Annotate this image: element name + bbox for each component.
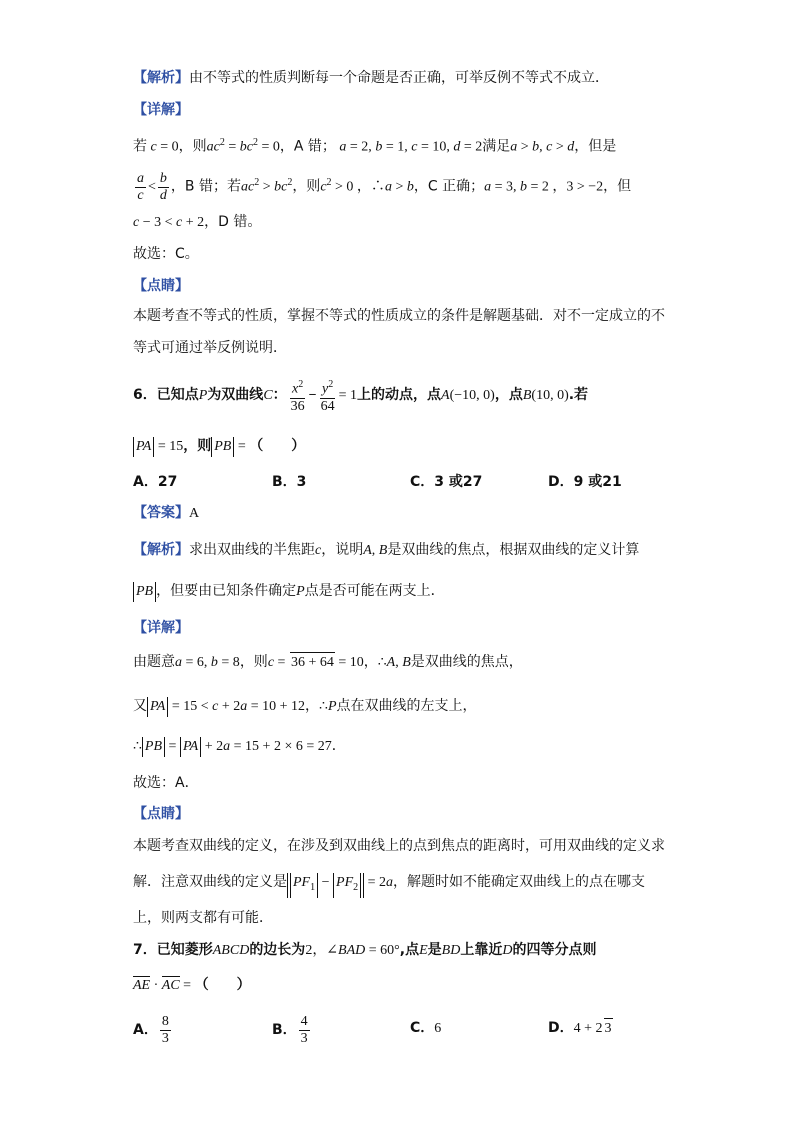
q6-answer-line: [133, 773, 199, 794]
q7-option-b[interactable]: B． $\frac{4}{3}$: [272, 1014, 308, 1047]
text: ，但是: [574, 138, 617, 155]
q5-detail-line2: $\frac{a}{c}$ < $\frac{b}{d}$ ，B 错；若$ac^2 > bc^2$，则$c^2 > 0$ ，∴a > b，C 正确；a = 3, b = 2 ，3 > −2，但: [137, 170, 632, 203]
text: 上的动点，点: [357, 387, 442, 403]
q7-stem-line2: AE · AC = （ ）: [133, 975, 251, 996]
q6-comment-line3: [133, 908, 273, 929]
q6-option-d[interactable]: D．9 或21: [548, 474, 622, 490]
text: .若: [568, 387, 589, 403]
text: 满足: [482, 138, 511, 155]
comment-tag: 【点睛】: [133, 278, 189, 294]
text: ，C 正确；: [413, 178, 485, 195]
q6-comment-line2: 解．注意双曲线的定义是 $PF_1 - PF_2 = 2a$，解题时如不能确定双曲线上的点在哪支: [133, 872, 645, 898]
analysis-tag: 【解析】: [133, 70, 189, 86]
q6-answer: [133, 503, 199, 524]
text: 点在双曲线的左支上，: [336, 698, 477, 714]
q5-detail-tag: [133, 100, 189, 121]
analysis-text: 由不等式的性质判断每一个命题是否正确，可举反例不等式不成立．: [189, 70, 609, 86]
q7-option-a[interactable]: A． $\frac{8}{3}$: [133, 1014, 169, 1047]
q6-comment-line1: [133, 836, 665, 857]
detail-tag: 【详解】: [133, 620, 189, 636]
text: ，D 错。: [204, 214, 262, 230]
text: （ ）: [194, 977, 251, 993]
text: ，但要由已知条件确定: [156, 583, 297, 599]
option-label: C．: [410, 1020, 435, 1036]
q6-analysis-line2: PB ，但要由已知条件确定P点是否可能在两支上．: [133, 581, 445, 602]
q5-comment-tag: [133, 276, 189, 297]
q5-comment-line2: [133, 338, 287, 359]
text: 7．已知菱形: [133, 942, 213, 958]
text: 故选：A．: [133, 775, 199, 791]
q6-stem-line1: 6．已知点P为双曲线C： $\frac{x^2}{36}$ − $\frac{y^2}{64}$ = 1上的动点，点A(−10, 0)，点B(10, 0).若: [133, 378, 589, 414]
answer-tag: 【答案】: [133, 505, 189, 521]
q5-answer: [133, 244, 199, 265]
text: 等式可通过举反例说明．: [133, 340, 287, 356]
q6-detail-line2: 又 PA = 15 < c + 2a = 10 + 12，∴P点在双曲线的左支上，: [133, 696, 477, 717]
q6-stem-line2: PA = 15，则 PB = （ ）: [133, 436, 305, 457]
q5-analysis: [133, 68, 609, 89]
q7-option-d[interactable]: D．4 + 2 3: [548, 1018, 613, 1039]
option-value: 6: [434, 1021, 442, 1036]
text: （ ）: [249, 438, 306, 454]
text: 的四等分点则: [512, 942, 597, 958]
text: ，则: [183, 438, 212, 454]
text: ．: [331, 738, 346, 754]
text: ，则: [239, 654, 268, 670]
q7-stem-line1: 7．已知菱形ABCD的边长为2，∠BAD = 60°,点E是BD上靠近D的四等分点则: [133, 942, 597, 958]
text: ，点: [494, 387, 523, 403]
q5-comment-line1: [133, 306, 665, 327]
text: ，: [363, 654, 378, 670]
text: ，: [305, 698, 320, 714]
text: 上靠近: [460, 942, 503, 958]
q6-option-a[interactable]: A．27: [133, 474, 178, 490]
text: 是: [427, 942, 442, 958]
text: 解．注意双曲线的定义是: [133, 874, 287, 890]
text: ,点: [399, 942, 420, 958]
q6-detail-line1: 由题意a = 6, b = 8，则c = 36 + 64 = 10，∴A, B是双曲线的焦点，: [133, 652, 523, 673]
option-label: A．: [133, 1022, 158, 1038]
text: ，B 错；若: [170, 178, 241, 195]
text: 故选：C。: [133, 246, 199, 262]
text: 是双曲线的焦点，: [410, 654, 523, 670]
text: ，A 错；: [279, 138, 336, 155]
q6-detail-line3: ∴ PB = PA + 2a = 15 + 2 × 6 = 27．: [133, 736, 346, 757]
q6-detail-tag: [133, 618, 189, 639]
text: 本题考查不等式的性质，掌握不等式的性质成立的条件是解题基础．对不一定成立的不: [133, 308, 665, 324]
q6-option-c[interactable]: C．3 或27: [410, 474, 483, 490]
q5-detail-line1: 若 c = 0，则$ac^2 = bc^2 = 0$，A 错； a = 2, b = 1, c = 10, d = 2满足a > b, c > d，但是: [133, 137, 617, 155]
text: ，说明: [321, 542, 364, 558]
text: ，但: [603, 178, 632, 195]
text: 6．已知点: [133, 387, 199, 403]
text: 本题考查双曲线的定义，在涉及到双曲线上的点到焦点的距离时，可用双曲线的定义求: [133, 838, 665, 854]
text: 求出双曲线的半焦距: [189, 542, 315, 558]
text: ，则: [178, 138, 207, 155]
q6-comment-tag: [133, 804, 189, 825]
text: 上，则两支都有可能．: [133, 910, 273, 926]
q5-detail-line3: c − 3 < c + 2，D 错。: [133, 214, 262, 230]
analysis-tag: 【解析】: [133, 542, 189, 558]
option-label: B．: [272, 1022, 297, 1038]
option-label: D．: [548, 1020, 574, 1036]
text: ，则: [292, 178, 321, 195]
answer-value: A: [189, 506, 200, 521]
detail-tag: 【详解】: [133, 102, 189, 118]
comment-tag: 【点睛】: [133, 806, 189, 822]
text: 若: [133, 138, 147, 155]
text: 的边长为: [249, 942, 306, 958]
text: 是双曲线的焦点，根据双曲线的定义计算: [387, 542, 640, 558]
q6-option-b[interactable]: B．3: [272, 474, 307, 490]
q7-option-c[interactable]: [410, 1018, 441, 1039]
text: 又: [133, 698, 147, 714]
text: ，解题时如不能确定双曲线上的点在哪支: [393, 874, 646, 890]
q6-analysis-line1: 【解析】求出双曲线的半焦距c，说明A, B是双曲线的焦点，根据双曲线的定义计算: [133, 542, 640, 558]
text: 由题意: [133, 654, 175, 670]
text: 为双曲线: [207, 387, 264, 403]
text: 点是否可能在两支上．: [304, 583, 445, 599]
